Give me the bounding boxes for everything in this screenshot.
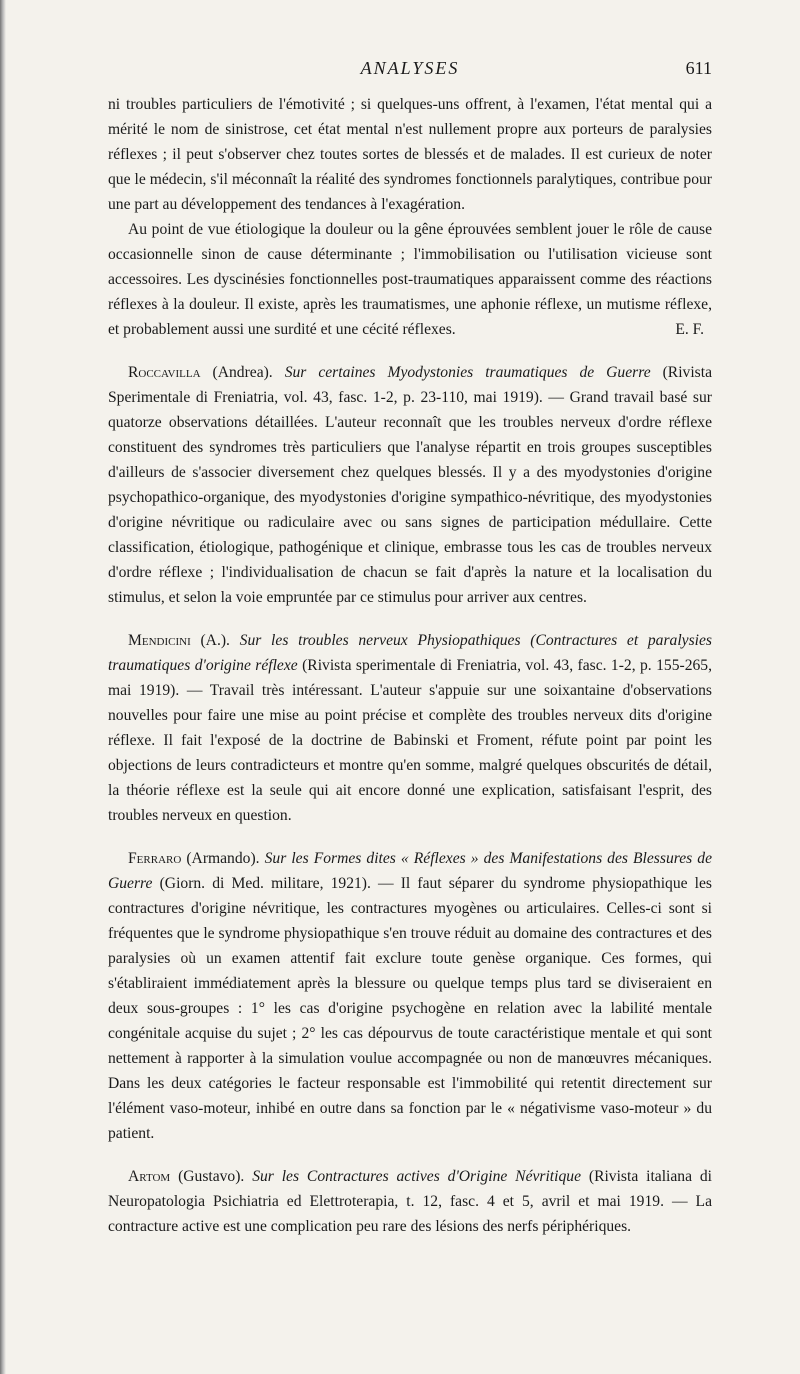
entry-artom	[108, 1164, 712, 1239]
entry-author: Roccavilla	[128, 364, 201, 381]
entry-title: Sur les Contractures actives d'Origine Névritique	[252, 1168, 581, 1185]
entry-text: (Rivista Sperimentale di Freniatria, vol. 43, fasc. 1-2, p. 23-110, mai 1919). — Grand travail basé sur quatorze observations détaillées. L'auteur reconnaît que les troubles nerveux d'ordre réflexe constituent des syndromes très particuliers que l'analyse répartit en trois groupes susceptibles d'ailleurs de s'associer diversement chez quelques blessés. Il y a des myodystonies d'origine psychopathico-organique, des myodystonies d'origine sympathico-névritique, des myodystonies d'origine névritique ou radiculaire avec ou sans signes de participation médullaire. Cette classification, étiologique, pathogénique et clinique, embrasse tous les cas de troubles nerveux d'ordre réflexe ; l'individualisation de chacun se fait d'après la nature et la localisation du stimulus, et selon la voie empruntée par ce stimulus pour arriver aux centres.	[108, 364, 712, 606]
entry-text: (Rivista italiana di Neuropatologia Psichiatria ed Elettroterapia, t. 12, fasc. 4 et 5, avril et mai 1919. — La contracture active est une complication peu rare des lésions des nerfs périphériques.	[108, 1168, 713, 1235]
entry-ferraro	[108, 846, 712, 1146]
entry-author: Ferraro	[128, 850, 182, 867]
entry-title: Sur les Formes dites « Réflexes » des Manifestations des Blessures de Guerre	[108, 850, 712, 892]
entry-first-name: (Gustavo).	[178, 1168, 245, 1185]
entry-title: Sur les troubles nerveux Physiopathiques (Contractures et paralysies traumatiques d'origine réflexe	[108, 632, 712, 674]
entry-text: (Giorn. di Med. militare, 1921). — Il faut séparer du syndrome physiopathique les contractures d'origine névritique, les contractures myogènes ou articulaires. Celles-ci sont si fréquentes que le syndrome physiopathique s'en trouve réduit au domaine des contractures et des paralysies où un examen attentif fait exclure toute genèse organique. Ces formes, qui s'établiraient immédiatement après la blessure ou quelque temps plus tard se diviseraient en deux sous-groupes : 1° les cas d'origine psychogène en relation avec la labilité mentale congénitale acquise du sujet ; 2° les cas dépourvus de toute caractéristique mentale et qui sont nettement à rapporter à la simulation voulue accompagnée ou non de manœuvres mécaniques. Dans les deux catégories le facteur responsable est l'immobilité qui retentit directement sur l'élément vaso-moteur, inhibé en outre dans sa fonction par le « négativisme vaso-moteur » du patient.	[108, 875, 712, 1142]
entry-first-name: (Armando).	[186, 850, 260, 867]
review-signature: E. F.	[675, 321, 704, 338]
entry-text: (Rivista sperimentale di Freniatria, vol. 43, fasc. 1-2, p. 155-265, mai 1919). — Travail très intéressant. L'auteur s'appuie sur une soixantaine d'observations nouvelles pour faire une mise au point précise et complète des troubles nerveux dits d'origine réflexe. Il fait l'exposé de la doctrine de Babinski et Froment, réfute point par point les objections de leurs contradicteurs et montre qu'en somme, malgré quelques obscurités de détail, la théorie réflexe est la seule qui ait encore donné une explication, satisfaisant l'esprit, des troubles nerveux en question.	[108, 657, 712, 824]
running-title: ANALYSES	[360, 58, 460, 78]
entry-mendicini	[108, 628, 712, 828]
scan-edge-shadow	[0, 0, 6, 1374]
page-number: 611	[685, 58, 712, 78]
entry-author: Artom	[128, 1168, 171, 1185]
entry-roccavilla	[108, 360, 712, 610]
page-body	[108, 92, 712, 1239]
entry-first-name: (A.).	[200, 632, 230, 649]
paragraph-continued: ni troubles particuliers de l'émotivité ; si quelques-uns offrent, à l'examen, l'état mental qui a mérité le nom de sinistrose, cet état mental n'est nullement propre aux porteurs de paralysies réflexes ; il peut s'observer chez toutes sortes de blessés et de malades. Il est curieux de noter que le médecin, s'il méconnaît la réalité des syndromes fonctionnels paralytiques, contribue pour une part au développement des tendances à l'exagération.	[108, 96, 712, 213]
entry-author: Mendicini	[128, 632, 191, 649]
entry-first-name: (Andrea).	[212, 364, 273, 381]
page-header	[108, 58, 712, 86]
paragraph-etiology: Au point de vue étiologique la douleur ou la gêne éprouvées semblent jouer le rôle de cause occasionnelle sinon de cause déterminante ; l'immobilisation ou l'utilisation vicieuse sont accessoires. Les dyscinésies fonctionnelles post-traumatiques apparaissent comme des réactions réflexes à la douleur. Il existe, après les traumatismes, une aphonie réflexe, un mutisme réflexe, et probablement aussi une surdité et une cécité réflexes.	[108, 221, 712, 338]
entry-title: Sur certaines Myodystonies traumatiques de Guerre	[284, 364, 651, 381]
